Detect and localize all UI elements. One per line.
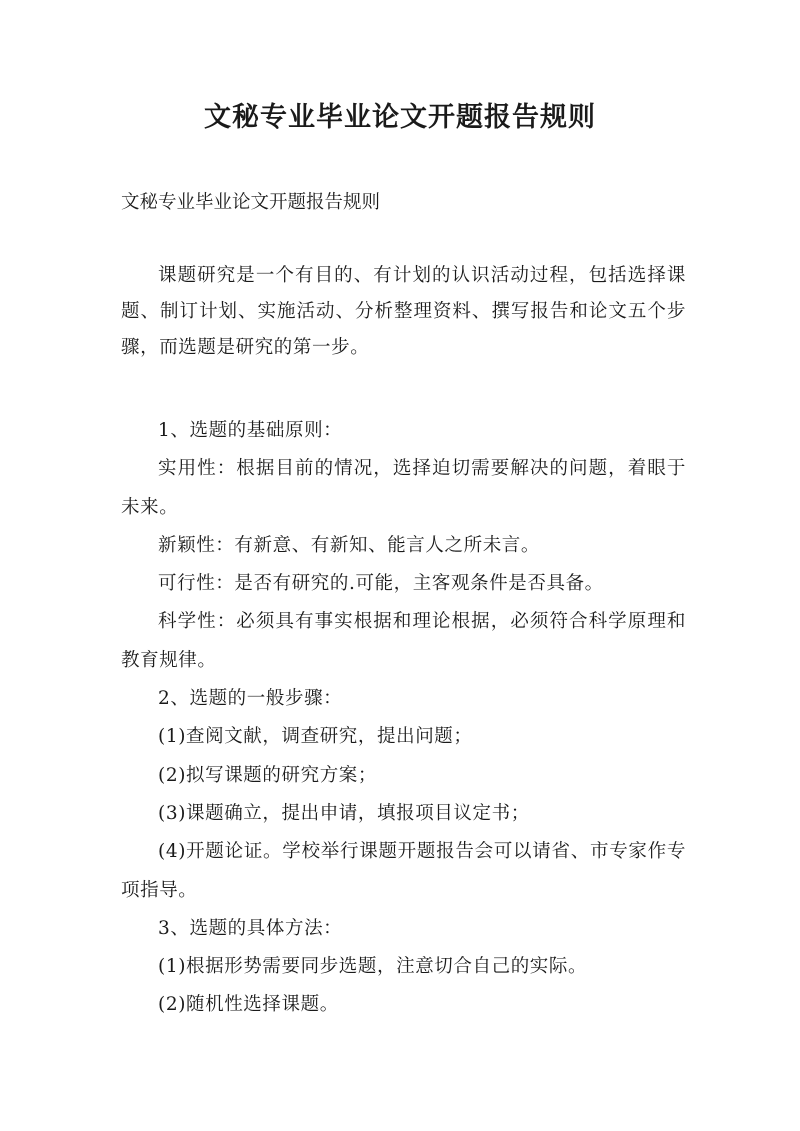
step-item-4: (4)开题论证。学校举行课题开题报告会可以请省、市专家作专项指导。 bbox=[121, 841, 686, 901]
document-title: 文秘专业毕业论文开题报告规则 bbox=[204, 102, 596, 133]
principle-novelty: 新颖性：有新意、有新知、能言人之所未言。 bbox=[158, 534, 541, 556]
section-heading-3: 3、选题的具体方法： bbox=[158, 917, 343, 939]
step-item-3: (3)课题确立，提出申请，填报项目议定书； bbox=[158, 802, 530, 824]
method-item-1: (1)根据形势需要同步选题，注意切合自己的实际。 bbox=[158, 956, 588, 978]
document-content bbox=[121, 412, 686, 1025]
principle-practicality: 实用性：根据目前的情况，选择迫切需要解决的问题，着眼于未来。 bbox=[121, 458, 686, 518]
section-heading-1: 1、选题的基础原则： bbox=[158, 420, 343, 441]
document-subtitle: 文秘专业毕业论文开题报告规则 bbox=[121, 192, 381, 213]
step-item-1: (1)查阅文献，调查研究，提出问题； bbox=[158, 726, 473, 748]
principle-scientific: 科学性：必须具有事实根据和理论根据，必须符合科学原理和教育规律。 bbox=[121, 611, 686, 671]
step-item-2: (2)拟写课题的研究方案； bbox=[158, 764, 378, 786]
section-heading-2: 2、选题的一般步骤： bbox=[158, 688, 343, 710]
intro-paragraph: 课题研究是一个有目的、有计划的认识活动过程，包括选择课题、制订计划、实施活动、分析整理资料、撰写报告和论文五个步骤，而选题是研究的第一步。 bbox=[121, 265, 686, 358]
principle-feasibility: 可行性：是否有研究的.可能，主客观条件是否具备。 bbox=[158, 573, 604, 595]
method-item-2: (2)随机性选择课题。 bbox=[158, 994, 339, 1016]
